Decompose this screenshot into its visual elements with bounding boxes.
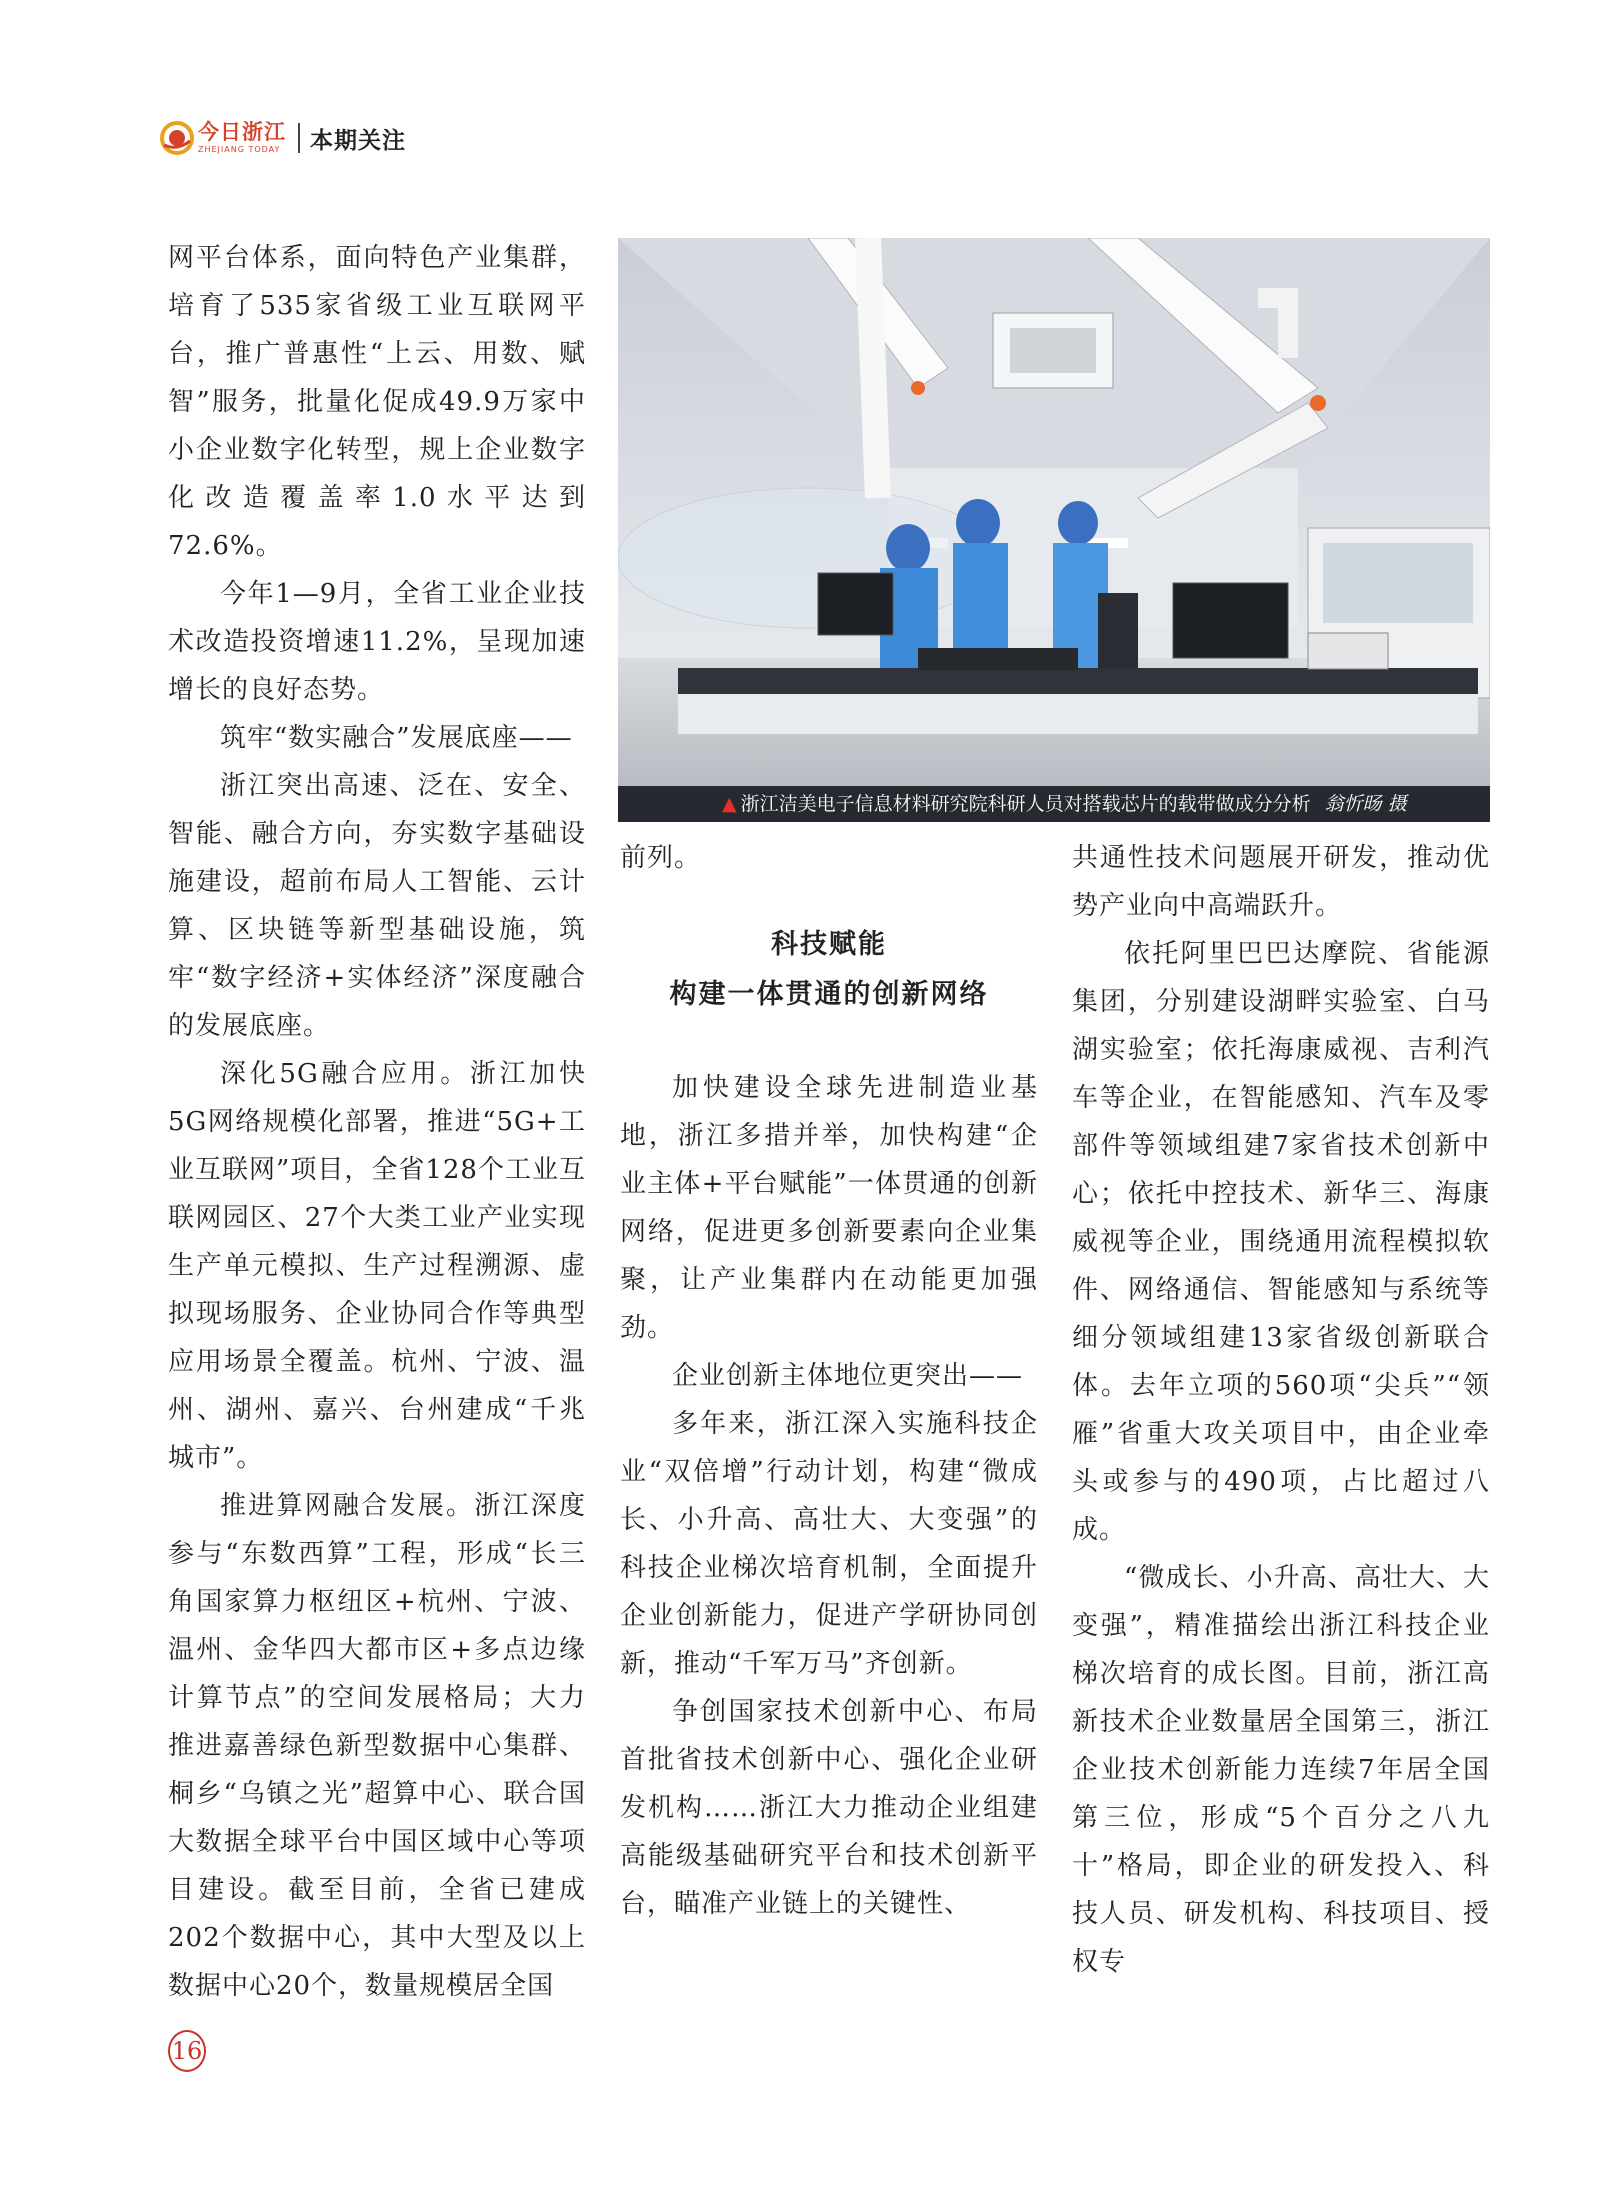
photo-caption xyxy=(618,786,1490,822)
body-paragraph: 深化5G融合应用。浙江加快5G网络规模化部署，推进“5G+工业互联网”项目，全省128个工业互联网园区、27个大类工业产业实现生产单元模拟、生产过程溯源、虚拟现场服务、企业协同合作等典型应用场景全覆盖。杭州、宁波、温州、湖州、嘉兴、台州建成“千兆城市”。 xyxy=(168,1059,586,1473)
caption-text: 浙江洁美电子信息材料研究院科研人员对搭载芯片的载带做成分分析 xyxy=(740,793,1311,815)
logo-chinese-name: 今日浙江 xyxy=(198,120,286,144)
continued-text: 前列。 xyxy=(620,843,702,873)
left-column xyxy=(168,234,586,2010)
body-paragraph: “微成长、小升高、高壮大、大变强”，精准描绘出浙江科技企业梯次培育的成长图。目前，浙江高新技术企业数量居全国第三，浙江企业技术创新能力连续7年居全国第三位，形成“5个百分之八九十”格局，即企业的研发投入、科技人员、研发机构、科技项目、授权专 xyxy=(1072,1563,1490,1977)
lab-photo xyxy=(618,238,1490,786)
section-subheading xyxy=(620,920,1038,1020)
middle-column xyxy=(620,834,1038,1928)
body-paragraph: 依托阿里巴巴达摩院、省能源集团，分别建设湖畔实验室、白马湖实验室；依托海康威视、吉利汽车等企业，在智能感知、汽车及零部件等领域组建7家省技术创新中心；依托中控技术、新华三、海康威视等企业，围绕通用流程模拟软件、网络通信、智能感知与系统等细分领域组建13家省级创新联合体。去年立项的560项“尖兵”“领雁”省重大攻关项目中，由企业牵头或参与的490项，占比超过八成。 xyxy=(1072,939,1490,1545)
logo-text xyxy=(198,122,286,154)
zhejiang-today-logo-icon xyxy=(160,121,194,155)
body-paragraph: 浙江突出高速、泛在、安全、智能、融合方向，夯实数字基础设施建设，超前布局人工智能、云计算、区块链等新型基础设施，筑牢“数字经济+实体经济”深度融合的发展底座。 xyxy=(168,771,586,1041)
caption-triangle-icon: ▲ xyxy=(722,793,737,815)
body-paragraph: 网平台体系，面向特色产业集群，培育了535家省级工业互联网平台，推广普惠性“上云、用数、赋智”服务，批量化促成49.9万家中小企业数字化转型，规上企业数字化改造覆盖率1.0水平达到72.6%。 xyxy=(168,243,586,561)
body-paragraph: 多年来，浙江深入实施科技企业“双倍增”行动计划，构建“微成长、小升高、高壮大、大变强”的科技企业梯次培育机制，全面提升企业创新能力，促进产学研协同创新，推动“千军万马”齐创新。 xyxy=(620,1409,1038,1679)
logo-english-name: ZHEJIANG TODAY xyxy=(198,145,281,154)
right-column xyxy=(1072,834,1490,1986)
photo-credit: 翁忻旸 摄 xyxy=(1324,793,1407,815)
section-label: 本期关注 xyxy=(310,127,406,154)
body-paragraph: 企业创新主体地位更突出—— xyxy=(672,1361,1024,1391)
subheading-line-1: 科技赋能 xyxy=(771,929,887,960)
subheading-line-2: 构建一体贯通的创新网络 xyxy=(669,979,989,1010)
body-paragraph: 筑牢“数实融合”发展底座—— xyxy=(220,723,573,753)
page-number: 16 xyxy=(168,2030,206,2072)
lab-scene-illustration xyxy=(618,238,1490,786)
continued-text: 共通性技术问题展开研发，推动优势产业向中高端跃升。 xyxy=(1072,843,1490,921)
body-paragraph: 推进算网融合发展。浙江深度参与“东数西算”工程，形成“长三角国家算力枢纽区+杭州、宁波、温州、金华四大都市区+多点边缘计算节点”的空间发展格局；大力推进嘉善绿色新型数据中心集群、桐乡“乌镇之光”超算中心、联合国大数据全球平台中国区域中心等项目建设。截至目前，全省已建成202个数据中心，其中大型及以上数据中心20个，数量规模居全国 xyxy=(168,1491,586,2001)
body-paragraph: 加快建设全球先进制造业基地，浙江多措并举，加快构建“企业主体+平台赋能”一体贯通的创新网络，促进更多创新要素向企业集聚，让产业集群内在动能更加强劲。 xyxy=(620,1073,1038,1343)
body-paragraph: 争创国家技术创新中心、布局首批省技术创新中心、强化企业研发机构……浙江大力推动企业组建高能级基础研究平台和技术创新平台，瞄准产业链上的关键性、 xyxy=(620,1697,1038,1919)
magazine-header xyxy=(160,118,406,158)
body-paragraph: 今年1—9月，全省工业企业技术改造投资增速11.2%，呈现加速增长的良好态势。 xyxy=(168,579,586,705)
header-divider xyxy=(298,123,300,153)
